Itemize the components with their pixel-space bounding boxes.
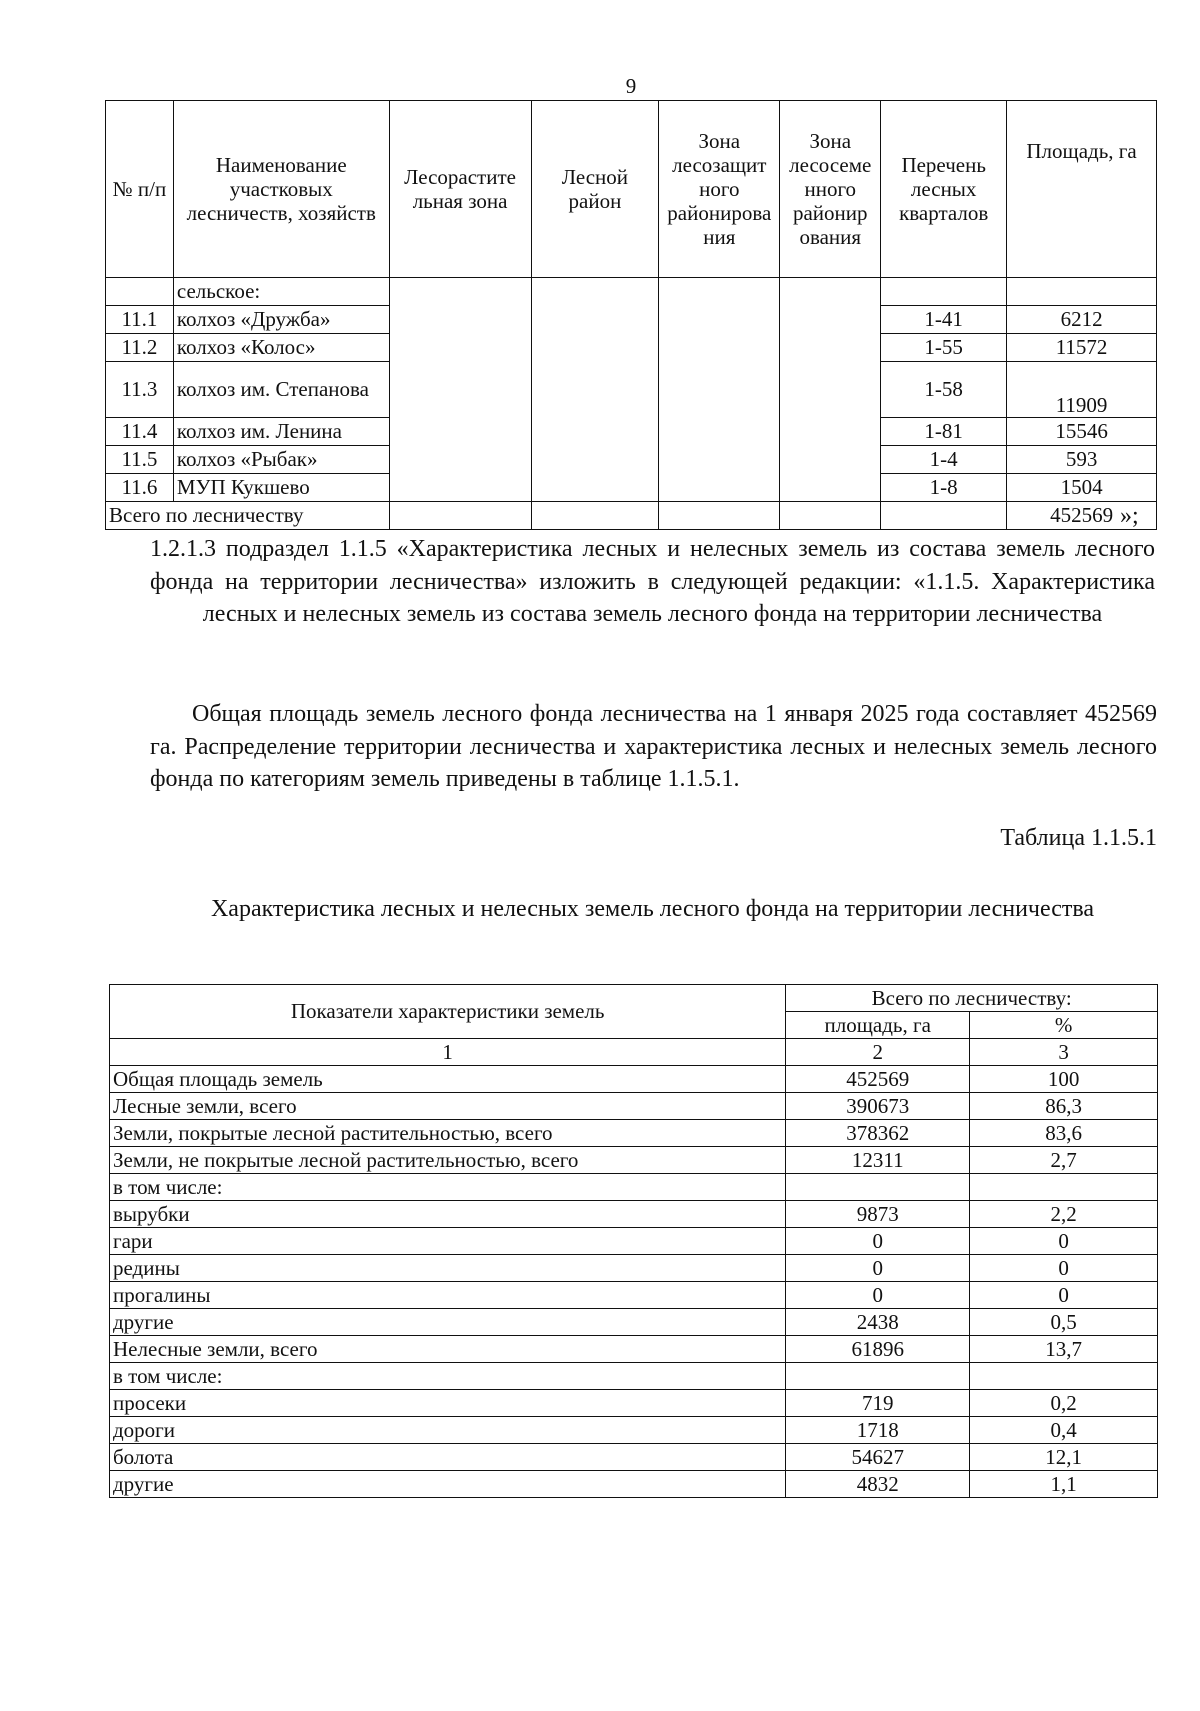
row-area: 0: [786, 1255, 970, 1282]
row-area: 61896: [786, 1336, 970, 1363]
row-percent: 12,1: [970, 1444, 1158, 1471]
empty-cell: [389, 502, 531, 530]
row-area: 2438: [786, 1309, 970, 1336]
row-quarters: 1-81: [881, 418, 1007, 446]
table-row: [110, 1066, 1158, 1093]
row-label: вырубки: [110, 1201, 786, 1228]
row-area: 15546: [1007, 418, 1157, 446]
table-row: [110, 1363, 1158, 1390]
header-area: площадь, га: [786, 1012, 970, 1039]
table-row: [110, 1201, 1158, 1228]
empty-cell: [531, 502, 659, 530]
row-percent: 2,2: [970, 1201, 1158, 1228]
row-percent: 86,3: [970, 1093, 1158, 1120]
total-label: Всего по лесничеству: [106, 502, 390, 530]
row-area: [786, 1174, 970, 1201]
row-num: 11.4: [106, 418, 174, 446]
growth-zone-cell: [389, 278, 531, 502]
table-row: [110, 1471, 1158, 1498]
row-label: просеки: [110, 1390, 786, 1417]
row-area: 0: [786, 1228, 970, 1255]
land-characteristics-table: [109, 984, 1158, 1498]
row-percent: 13,7: [970, 1336, 1158, 1363]
header-seed-zone: Зона лесосеме нного районир ования: [780, 101, 881, 278]
row-percent: 2,7: [970, 1147, 1158, 1174]
row-quarters: 1-4: [881, 446, 1007, 474]
closing-quote: »;: [1120, 503, 1139, 529]
row-num: 11.5: [106, 446, 174, 474]
table-row: [110, 1093, 1158, 1120]
row-quarters: 1-58: [881, 362, 1007, 418]
row-area: 0: [786, 1282, 970, 1309]
row-area: 6212: [1007, 306, 1157, 334]
row-percent: 100: [970, 1066, 1158, 1093]
row-label: редины: [110, 1255, 786, 1282]
header-protection-zone: Зона лесозащит ного районирова ния: [659, 101, 780, 278]
table-row: [110, 1390, 1158, 1417]
district-cell: [531, 278, 659, 502]
row-name: колхоз «Дружба»: [173, 306, 389, 334]
header-percent: %: [970, 1012, 1158, 1039]
column-number-row: [110, 1039, 1158, 1066]
row-label: Земли, покрытые лесной растительностью, всего: [110, 1120, 786, 1147]
table-row: [110, 1282, 1158, 1309]
row-quarters: 1-55: [881, 334, 1007, 362]
amendment-text: 1.2.1.3 подраздел 1.1.5 «Характеристика лесных и нелесных земель из состава земель лесного фонда на территории лесничества» изложить в следующей редакции: «1.1.5. Характеристика лесных и нелесных земель из состава земель лесного фонда на территории лесничества: [150, 536, 1155, 627]
group-row: [106, 278, 1157, 306]
row-label: Общая площадь земель: [110, 1066, 786, 1093]
row-area: 452569: [786, 1066, 970, 1093]
header-name: Наименование участковых лесничеств, хозяйств: [173, 101, 389, 278]
quarters-cell: [881, 278, 1007, 306]
table-row: [110, 1309, 1158, 1336]
row-label: Лесные земли, всего: [110, 1093, 786, 1120]
row-name: МУП Кукшево: [173, 474, 389, 502]
table-row: [110, 1417, 1158, 1444]
row-percent: 0,5: [970, 1309, 1158, 1336]
row-area: 11572: [1007, 334, 1157, 362]
row-name: колхоз «Рыбак»: [173, 446, 389, 474]
table-row: [110, 1174, 1158, 1201]
row-percent: 1,1: [970, 1471, 1158, 1498]
protection-zone-cell: [659, 278, 780, 502]
empty-cell: [881, 502, 1007, 530]
body-paragraph: Общая площадь земель лесного фонда лесничества на 1 января 2025 года составляет 452569 га. Распределение территории лесничества и характеристика лесных и нелесных земель лесного фонда по категориям земель приведены в таблице 1.1.5.1.: [150, 701, 1157, 792]
empty-cell: [780, 502, 881, 530]
row-name: колхоз «Колос»: [173, 334, 389, 362]
row-label: дороги: [110, 1417, 786, 1444]
page-number: 9: [625, 74, 637, 98]
header-num: № п/п: [106, 101, 174, 278]
table-header-row: [110, 985, 1158, 1012]
row-area: 11909: [1007, 362, 1157, 418]
total-area: 452569: [1007, 502, 1157, 530]
row-area: 1718: [786, 1417, 970, 1444]
row-num: 11.3: [106, 362, 174, 418]
row-label: болота: [110, 1444, 786, 1471]
row-area: 390673: [786, 1093, 970, 1120]
header-total: Всего по лесничеству:: [786, 985, 1158, 1012]
row-num: [106, 278, 174, 306]
row-area: 719: [786, 1390, 970, 1417]
row-area: 593: [1007, 446, 1157, 474]
table-row: [110, 1444, 1158, 1471]
table-row: [110, 1336, 1158, 1363]
seed-zone-cell: [780, 278, 881, 502]
table-header-row: [106, 101, 1157, 278]
row-label: в том числе:: [110, 1363, 786, 1390]
row-area: 12311: [786, 1147, 970, 1174]
table-row: [110, 1228, 1158, 1255]
row-num: 11.1: [106, 306, 174, 334]
row-area: [786, 1363, 970, 1390]
header-area: Площадь, га: [1007, 101, 1157, 278]
header-growth-zone: Лесорастите льная зона: [389, 101, 531, 278]
row-name: колхоз им. Ленина: [173, 418, 389, 446]
table-row: [110, 1147, 1158, 1174]
row-quarters: 1-8: [881, 474, 1007, 502]
forestry-areas-table: [105, 100, 1157, 530]
row-percent: 0: [970, 1228, 1158, 1255]
table-row: [110, 1255, 1158, 1282]
table-title: Характеристика лесных и нелесных земель лесного фонда на территории лесничества: [210, 896, 1095, 922]
row-num: 11.2: [106, 334, 174, 362]
row-percent: 0,2: [970, 1390, 1158, 1417]
table-caption: Таблица 1.1.5.1: [1000, 825, 1157, 851]
row-label: другие: [110, 1471, 786, 1498]
group-label: сельское:: [173, 278, 389, 306]
area-cell: [1007, 278, 1157, 306]
row-area: 54627: [786, 1444, 970, 1471]
row-area: 9873: [786, 1201, 970, 1228]
row-label: другие: [110, 1309, 786, 1336]
header-indicator: Показатели характеристики земель: [110, 985, 786, 1039]
total-row: [106, 502, 1157, 530]
row-area: 1504: [1007, 474, 1157, 502]
row-label: гари: [110, 1228, 786, 1255]
row-percent: 0,4: [970, 1417, 1158, 1444]
row-label: Нелесные земли, всего: [110, 1336, 786, 1363]
empty-cell: [659, 502, 780, 530]
row-area: 4832: [786, 1471, 970, 1498]
table-row: [110, 1120, 1158, 1147]
row-percent: 0: [970, 1255, 1158, 1282]
row-quarters: 1-41: [881, 306, 1007, 334]
row-name: колхоз им. Степанова: [173, 362, 389, 418]
row-percent: [970, 1174, 1158, 1201]
col-number: 2: [786, 1039, 970, 1066]
row-label: Земли, не покрытые лесной растительностью, всего: [110, 1147, 786, 1174]
row-label: прогалины: [110, 1282, 786, 1309]
row-label: в том числе:: [110, 1174, 786, 1201]
col-number: 3: [970, 1039, 1158, 1066]
header-forest-district: Лесной район: [531, 101, 659, 278]
col-number: 1: [110, 1039, 786, 1066]
row-percent: 0: [970, 1282, 1158, 1309]
row-num: 11.6: [106, 474, 174, 502]
row-area: 378362: [786, 1120, 970, 1147]
row-percent: [970, 1363, 1158, 1390]
header-quarters: Перечень лесных кварталов: [881, 101, 1007, 278]
row-percent: 83,6: [970, 1120, 1158, 1147]
